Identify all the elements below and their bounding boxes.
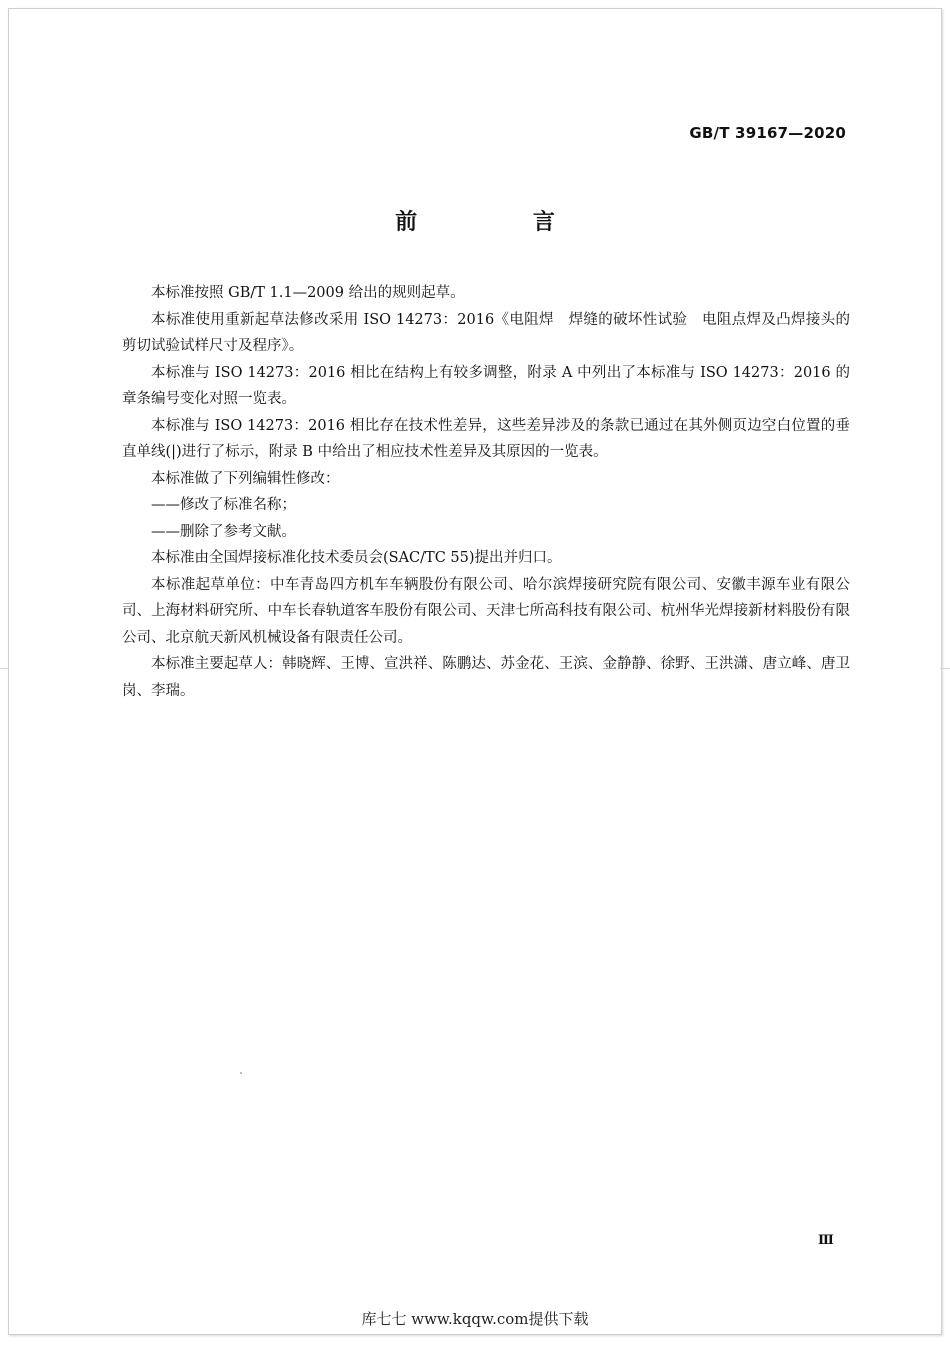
paragraph-drafters: 本标准主要起草人：韩晓辉、王博、宣洪祥、陈鹏达、苏金花、王滨、金静静、徐野、王洪潇、唐立峰、唐卫岗、李瑞。 — [122, 656, 850, 699]
paragraph-editorial-changes: 本标准做了下列编辑性修改： — [151, 470, 340, 487]
paragraph-drafting-organizations: 本标准起草单位：中车青岛四方机车车辆股份有限公司、哈尔滨焊接研究院有限公司、安徽丰源车业有限公司、上海材料研究所、中车长春轨道客车股份有限公司、天津七所高科技有限公司、杭州华光焊接新材料股份有限公司、北京航天新风机械设备有限责任公司。 — [122, 576, 850, 646]
foreword-body — [122, 280, 850, 704]
crop-mark-left — [0, 668, 8, 669]
list-item-remove-references: ——删除了参考文献。 — [151, 523, 296, 540]
page-number: Ⅲ — [818, 1233, 834, 1248]
paragraph-adoption: 本标准使用重新起草法修改采用 ISO 14273：2016《电阻焊 焊缝的破坏性试验 电阻点焊及凸焊接头的剪切试验试样尺寸及程序》。 — [122, 311, 850, 354]
crop-mark-right — [940, 668, 950, 669]
paragraph-structure-changes: 本标准与 ISO 14273：2016 相比在结构上有较多调整，附录 A 中列出了本标准与 ISO 14273：2016 的章条编号变化对照一览表。 — [122, 364, 850, 407]
paragraph-proposed-by: 本标准由全国焊接标准化技术委员会(SAC/TC 55)提出并归口。 — [151, 550, 562, 566]
list-item-rename: ——修改了标准名称； — [151, 497, 296, 513]
standard-number: GB/T 39167—2020 — [689, 124, 846, 142]
paragraph-technical-differences: 本标准与 ISO 14273：2016 相比存在技术性差异，这些差异涉及的条款已通过在其外侧页边空白位置的垂直单线(|)进行了标示，附录 B 中给出了相应技术性差异及其原因的一览表。 — [122, 417, 850, 460]
page-title: 前 言 — [395, 210, 609, 235]
download-footer: 库七七 www.kqqw.com提供下载 — [361, 1310, 589, 1328]
scan-speck — [240, 1072, 242, 1074]
paragraph-drafting-rules: 本标准按照 GB/T 1.1—2009 给出的规则起草。 — [151, 285, 465, 301]
